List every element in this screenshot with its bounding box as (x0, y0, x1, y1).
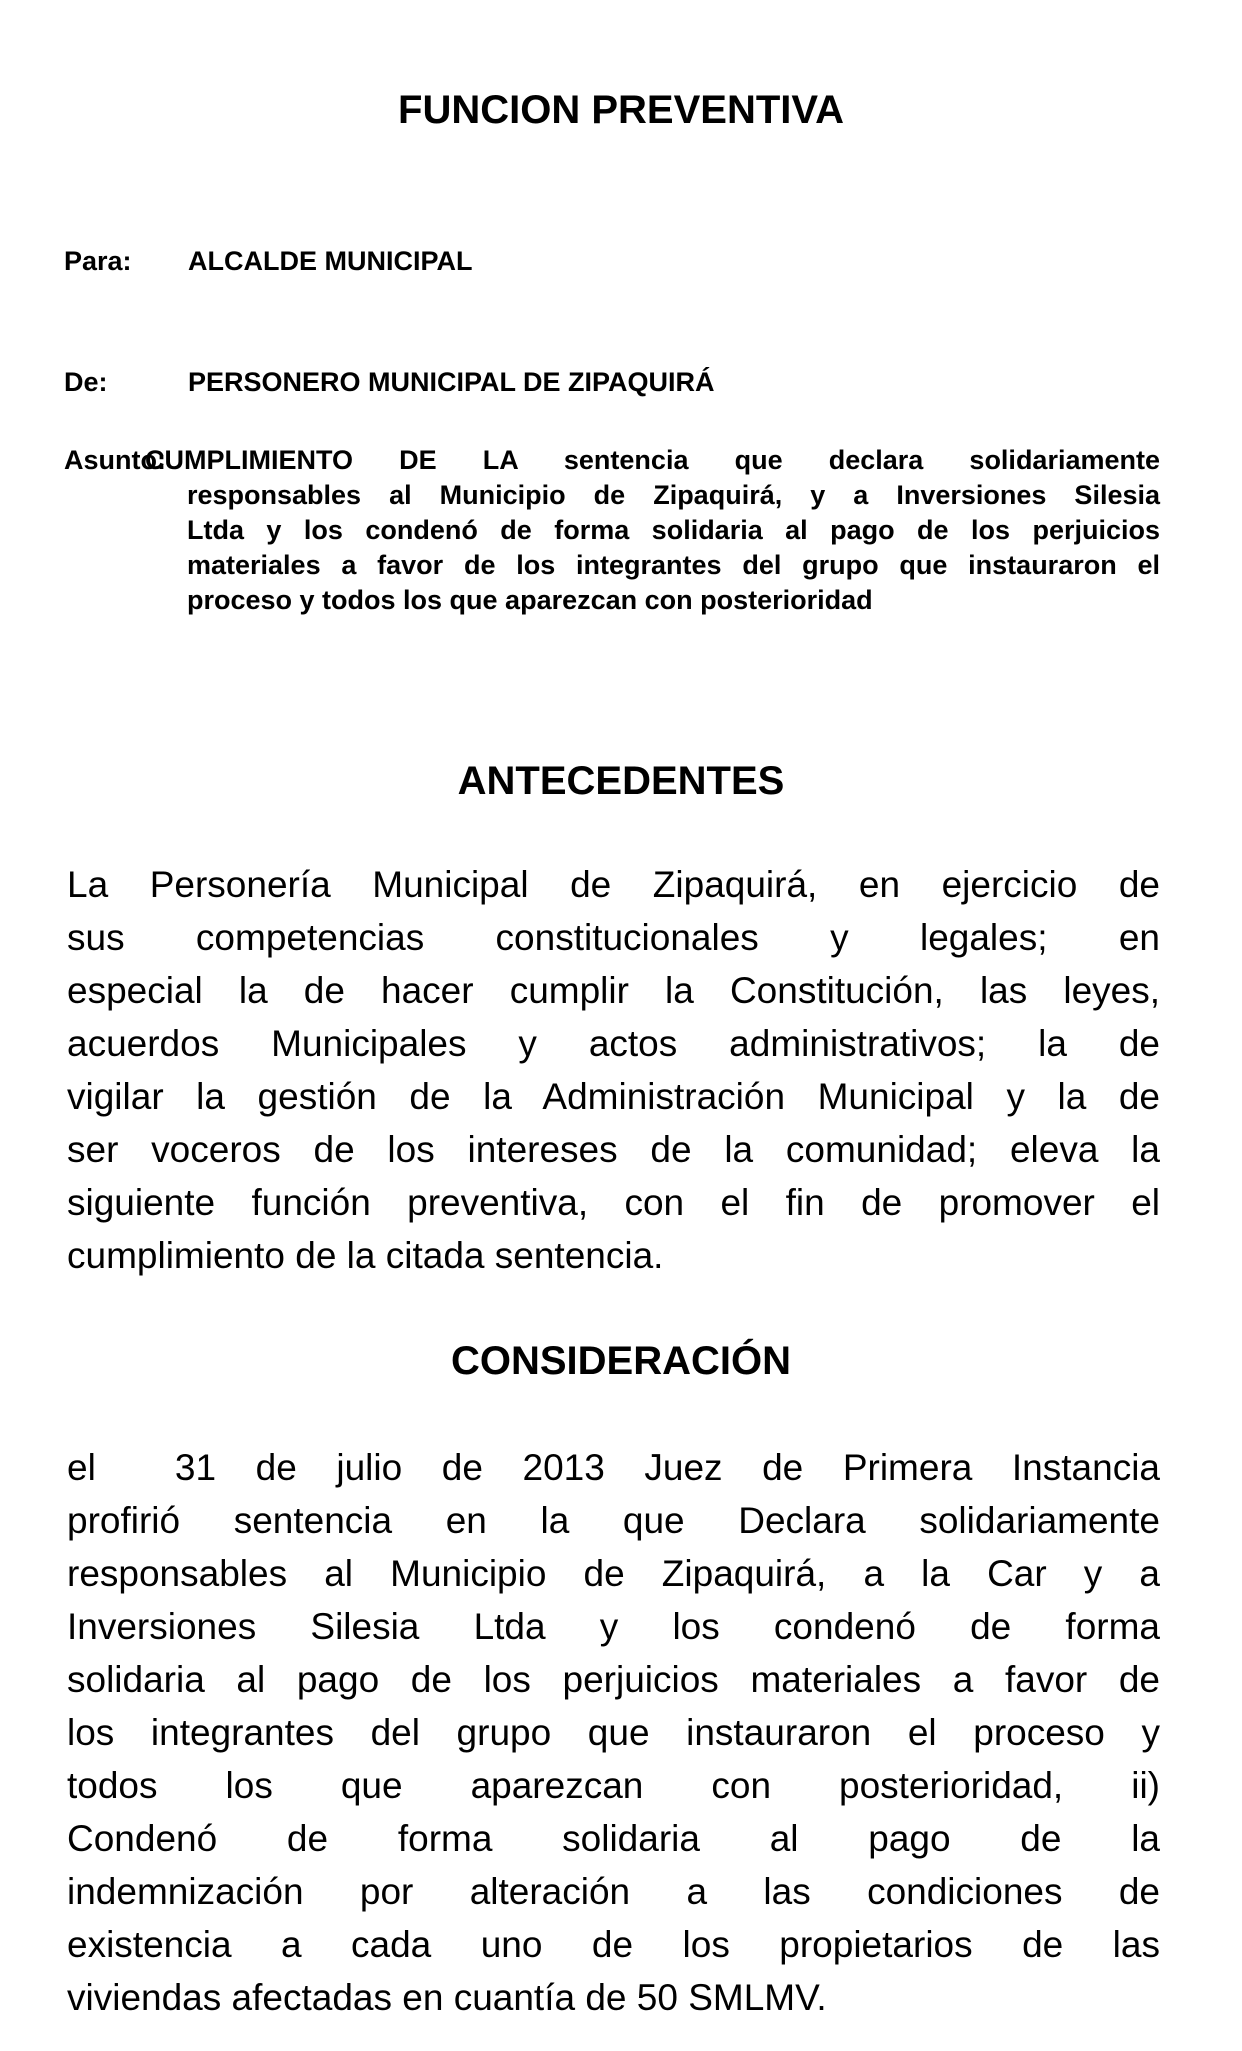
text-line: indemnización por alteración a las condiciones de (67, 1871, 1160, 1912)
text-line: solidaria al pago de los perjuicios materiales a favor de (67, 1659, 1160, 1700)
text-line: responsables al Municipio de Zipaquirá, y a Inversiones Silesia (187, 480, 1160, 510)
field-label-para: Para: (64, 246, 132, 276)
text-line: vigilar la gestión de la Administración Municipal y la de (67, 1076, 1160, 1117)
field-value-para: ALCALDE MUNICIPAL (188, 246, 473, 276)
text-line: Ltda y los condenó de forma solidaria al pago de los perjuicios (187, 515, 1160, 545)
text-line: acuerdos Municipales y actos administrativos; la de (67, 1023, 1160, 1064)
field-label-asunto: Asunto: (64, 445, 166, 475)
section-heading-antecedentes: ANTECEDENTES (457, 759, 785, 803)
text-line: cumplimiento de la citada sentencia. (67, 1235, 664, 1276)
text-line: profirió sentencia en la que Declara solidariamente (67, 1500, 1160, 1541)
text-line: sus competencias constitucionales y legales; en (67, 917, 1160, 958)
field-value-de: PERSONERO MUNICIPAL DE ZIPAQUIRÁ (188, 367, 715, 397)
text-line: siguiente función preventiva, con el fin de promover el (67, 1182, 1160, 1223)
text-line: proceso y todos los que aparezcan con posterioridad (187, 585, 873, 615)
text-line: La Personería Municipal de Zipaquirá, en ejercicio de (67, 864, 1160, 905)
document-title: FUNCION PREVENTIVA (398, 88, 844, 132)
field-row-de (64, 365, 715, 400)
paragraph-antecedentes (67, 858, 1160, 1282)
text-line: ser voceros de los intereses de la comunidad; eleva la (67, 1129, 1160, 1170)
paragraph-consideracion (67, 1441, 1160, 2024)
text-line: responsables al Municipio de Zipaquirá, a la Car y a (67, 1553, 1160, 1594)
text-line: Condenó de forma solidaria al pago de la (67, 1818, 1160, 1859)
text-line: los integrantes del grupo que instauraron el proceso y (67, 1712, 1160, 1753)
text-line: especial la de hacer cumplir la Constitución, las leyes, (67, 970, 1160, 1011)
text-line: Inversiones Silesia Ltda y los condenó de forma (67, 1606, 1160, 1647)
text-line: CUMPLIMIENTO DE LA sentencia que declara solidariamente (145, 445, 1160, 475)
text-line: viviendas afectadas en cuantía de 50 SMLMV. (67, 1977, 827, 2018)
section-heading-consideracion: CONSIDERACIÓN (450, 1339, 792, 1383)
field-row-asunto (64, 443, 1160, 618)
text-line: materiales a favor de los integrantes del grupo que instauraron el (187, 550, 1160, 580)
field-label-de: De: (64, 367, 108, 397)
text-line: existencia a cada uno de los propietarios de las (67, 1924, 1160, 1965)
text-line: el 31 de julio de 2013 Juez de Primera Instancia (67, 1447, 1160, 1488)
text-line: todos los que aparezcan con posterioridad, ii) (67, 1765, 1160, 1806)
field-row-para (64, 244, 472, 279)
field-value-asunto (145, 443, 1160, 618)
